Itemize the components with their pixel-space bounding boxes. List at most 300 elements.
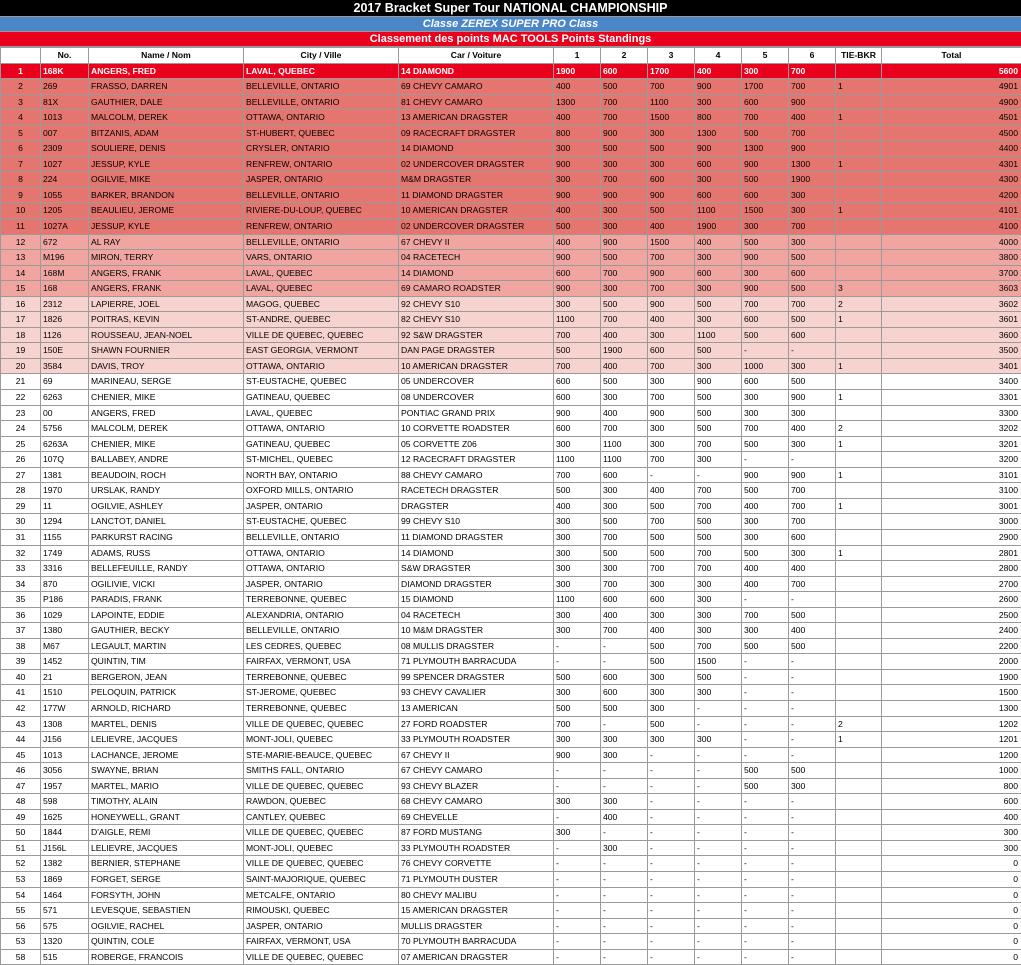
number-cell: 81X — [41, 94, 89, 110]
race6-cell: 900 — [789, 390, 836, 406]
race3-cell: 900 — [648, 265, 695, 281]
race1-cell: 500 — [554, 343, 601, 359]
name-cell: LACHANCE, JEROME — [89, 747, 244, 763]
race4-cell: 300 — [695, 607, 742, 623]
race5-cell: 500 — [742, 172, 789, 188]
car-cell: 04 RACETECH — [399, 250, 554, 266]
car-cell: 70 PLYMOUTH BARRACUDA — [399, 934, 554, 950]
city-cell: GATINEAU, QUEBEC — [244, 390, 399, 406]
race4-cell: 500 — [695, 405, 742, 421]
race4-cell: 300 — [695, 172, 742, 188]
race6-cell: - — [789, 809, 836, 825]
tiebreaker-cell — [836, 343, 882, 359]
race6-cell: 300 — [789, 203, 836, 219]
race1-cell: 900 — [554, 747, 601, 763]
table-row — [1, 498, 1021, 514]
total-cell: 800 — [882, 778, 1021, 794]
rank-cell: 56 — [1, 918, 41, 934]
number-cell: 224 — [41, 172, 89, 188]
total-cell: 2000 — [882, 654, 1021, 670]
table-row — [1, 685, 1021, 701]
name-cell: MARINEAU, SERGE — [89, 374, 244, 390]
name-cell: MARTEL, MARIO — [89, 778, 244, 794]
table-row — [1, 529, 1021, 545]
city-cell: GATINEAU, QUEBEC — [244, 436, 399, 452]
race6-cell: 900 — [789, 94, 836, 110]
race1-cell: 700 — [554, 358, 601, 374]
rank-cell: 32 — [1, 545, 41, 561]
race3-cell: 500 — [648, 529, 695, 545]
race3-cell: 400 — [648, 483, 695, 499]
race6-cell: - — [789, 716, 836, 732]
table-row — [1, 576, 1021, 592]
number-cell: 5756 — [41, 421, 89, 437]
race1-cell: 300 — [554, 794, 601, 810]
car-cell: 69 CHEVELLE — [399, 809, 554, 825]
name-cell: MALCOLM, DEREK — [89, 421, 244, 437]
race4-cell: 300 — [695, 94, 742, 110]
rank-cell: 58 — [1, 949, 41, 965]
race4-cell: 1100 — [695, 203, 742, 219]
car-cell: 68 CHEVY CAMARO — [399, 794, 554, 810]
number-cell: 3056 — [41, 763, 89, 779]
race6-cell: 300 — [789, 358, 836, 374]
rank-cell: 6 — [1, 141, 41, 157]
city-cell: JASPER, ONTARIO — [244, 498, 399, 514]
col-rank-header — [1, 48, 41, 64]
rank-cell: 45 — [1, 747, 41, 763]
number-cell: 1749 — [41, 545, 89, 561]
race5-cell: 1700 — [742, 79, 789, 95]
tiebreaker-cell: 1 — [836, 498, 882, 514]
race1-cell: 500 — [554, 700, 601, 716]
tiebreaker-cell — [836, 576, 882, 592]
city-cell: OTTAWA, ONTARIO — [244, 110, 399, 126]
race1-cell: 300 — [554, 545, 601, 561]
race3-cell: 500 — [648, 654, 695, 670]
table-row — [1, 514, 1021, 530]
race3-cell: 1500 — [648, 234, 695, 250]
rank-cell: 13 — [1, 250, 41, 266]
name-cell: BARKER, BRANDON — [89, 187, 244, 203]
rank-cell: 53 — [1, 871, 41, 887]
race5-cell: 300 — [742, 63, 789, 79]
number-cell: 870 — [41, 576, 89, 592]
race4-cell: 300 — [695, 452, 742, 468]
race3-cell: - — [648, 747, 695, 763]
race3-cell: - — [648, 903, 695, 919]
rank-cell: 44 — [1, 732, 41, 748]
tiebreaker-cell: 1 — [836, 312, 882, 328]
race1-cell: 400 — [554, 110, 601, 126]
tiebreaker-cell — [836, 809, 882, 825]
race5-cell: 600 — [742, 187, 789, 203]
race6-cell: 700 — [789, 296, 836, 312]
table-row — [1, 483, 1021, 499]
race3-cell: 500 — [648, 545, 695, 561]
car-cell: DRAGSTER — [399, 498, 554, 514]
name-cell: AL RAY — [89, 234, 244, 250]
race1-cell: 900 — [554, 156, 601, 172]
race2-cell: 600 — [601, 685, 648, 701]
name-cell: BEAULIEU, JEROME — [89, 203, 244, 219]
table-row — [1, 125, 1021, 141]
rank-cell: 9 — [1, 187, 41, 203]
col-name-header: Name / Nom — [89, 48, 244, 64]
city-cell: BELLEVILLE, ONTARIO — [244, 623, 399, 639]
race4-cell: 1300 — [695, 125, 742, 141]
race1-cell: 400 — [554, 79, 601, 95]
city-cell: VILLE DE QUEBEC, QUEBEC — [244, 949, 399, 965]
race5-cell: - — [742, 747, 789, 763]
total-cell: 3603 — [882, 281, 1021, 297]
name-cell: BERGERON, JEAN — [89, 669, 244, 685]
race2-cell: - — [601, 871, 648, 887]
race5-cell: - — [742, 840, 789, 856]
number-cell: 1510 — [41, 685, 89, 701]
race1-cell: 1100 — [554, 592, 601, 608]
total-cell: 4200 — [882, 187, 1021, 203]
city-cell: ST-HUBERT, QUEBEC — [244, 125, 399, 141]
total-cell: 0 — [882, 856, 1021, 872]
rank-cell: 3 — [1, 94, 41, 110]
race4-cell: 500 — [695, 390, 742, 406]
tiebreaker-cell — [836, 592, 882, 608]
total-cell: 4901 — [882, 79, 1021, 95]
city-cell: VILLE DE QUEBEC, QUEBEC — [244, 825, 399, 841]
total-cell: 2900 — [882, 529, 1021, 545]
name-cell: PARKURST RACING — [89, 529, 244, 545]
total-cell: 3000 — [882, 514, 1021, 530]
total-cell: 300 — [882, 840, 1021, 856]
rank-cell: 23 — [1, 405, 41, 421]
race2-cell: 700 — [601, 623, 648, 639]
race2-cell: - — [601, 763, 648, 779]
race5-cell: 400 — [742, 576, 789, 592]
rank-cell: 19 — [1, 343, 41, 359]
race3-cell: 500 — [648, 203, 695, 219]
race5-cell: - — [742, 343, 789, 359]
total-cell: 3602 — [882, 296, 1021, 312]
race5-cell: 600 — [742, 374, 789, 390]
rank-cell: 31 — [1, 529, 41, 545]
race1-cell: - — [554, 871, 601, 887]
col-race1-header: 1 — [554, 48, 601, 64]
table-row — [1, 778, 1021, 794]
city-cell: VILLE DE QUEBEC, QUEBEC — [244, 856, 399, 872]
name-cell: MIRON, TERRY — [89, 250, 244, 266]
city-cell: NORTH BAY, ONTARIO — [244, 467, 399, 483]
total-cell: 3300 — [882, 405, 1021, 421]
city-cell: TERREBONNE, QUEBEC — [244, 669, 399, 685]
race5-cell: 300 — [742, 265, 789, 281]
name-cell: ARNOLD, RICHARD — [89, 700, 244, 716]
city-cell: SMITHS FALL, ONTARIO — [244, 763, 399, 779]
race6-cell: - — [789, 685, 836, 701]
name-cell: SWAYNE, BRIAN — [89, 763, 244, 779]
race3-cell: 600 — [648, 172, 695, 188]
tiebreaker-cell — [836, 94, 882, 110]
total-cell: 3500 — [882, 343, 1021, 359]
race5-cell: - — [742, 809, 789, 825]
race2-cell: 500 — [601, 514, 648, 530]
race1-cell: 300 — [554, 296, 601, 312]
city-cell: EAST GEORGIA, VERMONT — [244, 343, 399, 359]
tiebreaker-cell — [836, 250, 882, 266]
race4-cell: 400 — [695, 63, 742, 79]
car-cell: 15 AMERICAN DRAGSTER — [399, 903, 554, 919]
race5-cell: 300 — [742, 219, 789, 235]
race1-cell: 500 — [554, 669, 601, 685]
car-cell: 15 DIAMOND — [399, 592, 554, 608]
tiebreaker-cell — [836, 918, 882, 934]
race1-cell: - — [554, 778, 601, 794]
race2-cell: 700 — [601, 265, 648, 281]
race6-cell: 300 — [789, 436, 836, 452]
race6-cell: - — [789, 840, 836, 856]
race3-cell: 400 — [648, 312, 695, 328]
rank-cell: 1 — [1, 63, 41, 79]
total-cell: 2500 — [882, 607, 1021, 623]
city-cell: OTTAWA, ONTARIO — [244, 358, 399, 374]
total-cell: 4501 — [882, 110, 1021, 126]
race4-cell: 900 — [695, 141, 742, 157]
race5-cell: 300 — [742, 529, 789, 545]
tiebreaker-cell: 1 — [836, 358, 882, 374]
col-car-header: Car / Voiture — [399, 48, 554, 64]
race4-cell: - — [695, 903, 742, 919]
car-cell: 13 AMERICAN DRAGSTER — [399, 110, 554, 126]
name-cell: OGILIVIE, VICKI — [89, 576, 244, 592]
city-cell: OTTAWA, ONTARIO — [244, 421, 399, 437]
race6-cell: - — [789, 669, 836, 685]
race2-cell: 300 — [601, 498, 648, 514]
city-cell: JASPER, ONTARIO — [244, 918, 399, 934]
race1-cell: 600 — [554, 390, 601, 406]
rank-cell: 20 — [1, 358, 41, 374]
race3-cell: 500 — [648, 141, 695, 157]
city-cell: LAVAL, QUEBEC — [244, 265, 399, 281]
race2-cell: 300 — [601, 732, 648, 748]
number-cell: 269 — [41, 79, 89, 95]
race2-cell: 300 — [601, 281, 648, 297]
race3-cell: - — [648, 763, 695, 779]
race6-cell: 600 — [789, 265, 836, 281]
rank-cell: 5 — [1, 125, 41, 141]
tiebreaker-cell — [836, 234, 882, 250]
race3-cell: - — [648, 918, 695, 934]
race6-cell: 500 — [789, 281, 836, 297]
total-cell: 0 — [882, 934, 1021, 950]
race5-cell: 1300 — [742, 141, 789, 157]
city-cell: ST-EUSTACHE, QUEBEC — [244, 514, 399, 530]
race6-cell: 1300 — [789, 156, 836, 172]
race2-cell: 1100 — [601, 452, 648, 468]
city-cell: VARS, ONTARIO — [244, 250, 399, 266]
tiebreaker-cell: 1 — [836, 79, 882, 95]
name-cell: ADAMS, RUSS — [89, 545, 244, 561]
race6-cell: 300 — [789, 234, 836, 250]
tiebreaker-cell: 2 — [836, 716, 882, 732]
city-cell: BELLEVILLE, ONTARIO — [244, 187, 399, 203]
number-cell: 1826 — [41, 312, 89, 328]
race1-cell: 600 — [554, 374, 601, 390]
race5-cell: 300 — [742, 623, 789, 639]
table-row — [1, 669, 1021, 685]
race5-cell: 500 — [742, 483, 789, 499]
city-cell: CRYSLER, ONTARIO — [244, 141, 399, 157]
table-row — [1, 763, 1021, 779]
name-cell: SHAWN FOURNIER — [89, 343, 244, 359]
race1-cell: - — [554, 887, 601, 903]
race1-cell: 300 — [554, 141, 601, 157]
total-cell: 400 — [882, 809, 1021, 825]
race1-cell: - — [554, 638, 601, 654]
race6-cell: 300 — [789, 545, 836, 561]
tiebreaker-cell — [836, 219, 882, 235]
race2-cell: 500 — [601, 700, 648, 716]
race5-cell: 700 — [742, 110, 789, 126]
car-cell: 08 UNDERCOVER — [399, 390, 554, 406]
race6-cell: - — [789, 732, 836, 748]
tiebreaker-cell: 1 — [836, 545, 882, 561]
race6-cell: 400 — [789, 421, 836, 437]
race4-cell: 300 — [695, 281, 742, 297]
number-cell: 3584 — [41, 358, 89, 374]
total-cell: 3101 — [882, 467, 1021, 483]
car-cell: 82 CHEVY S10 — [399, 312, 554, 328]
race5-cell: 300 — [742, 514, 789, 530]
table-row — [1, 747, 1021, 763]
name-cell: OGILVIE, MIKE — [89, 172, 244, 188]
race1-cell: - — [554, 856, 601, 872]
race2-cell: - — [601, 778, 648, 794]
race1-cell: 600 — [554, 421, 601, 437]
city-cell: RENFREW, ONTARIO — [244, 156, 399, 172]
race3-cell: - — [648, 778, 695, 794]
race4-cell: - — [695, 700, 742, 716]
race5-cell: - — [742, 592, 789, 608]
race4-cell: - — [695, 949, 742, 965]
race6-cell: - — [789, 700, 836, 716]
car-cell: DAN PAGE DRAGSTER — [399, 343, 554, 359]
race3-cell: 700 — [648, 452, 695, 468]
number-cell: 1381 — [41, 467, 89, 483]
rank-cell: 34 — [1, 576, 41, 592]
name-cell: LEGAULT, MARTIN — [89, 638, 244, 654]
city-cell: JASPER, ONTARIO — [244, 172, 399, 188]
name-cell: QUINTIN, TIM — [89, 654, 244, 670]
number-cell: 1625 — [41, 809, 89, 825]
rank-cell: 7 — [1, 156, 41, 172]
car-cell: 80 CHEVY MALIBU — [399, 887, 554, 903]
tiebreaker-cell: 1 — [836, 203, 882, 219]
table-row — [1, 638, 1021, 654]
race2-cell: 400 — [601, 358, 648, 374]
race6-cell: 300 — [789, 187, 836, 203]
car-cell: 69 CHEVY CAMARO — [399, 79, 554, 95]
race1-cell: - — [554, 949, 601, 965]
table-row — [1, 374, 1021, 390]
car-cell: 93 CHEVY BLAZER — [399, 778, 554, 794]
tiebreaker-cell — [836, 187, 882, 203]
race4-cell: 300 — [695, 732, 742, 748]
race6-cell: 500 — [789, 638, 836, 654]
number-cell: 2312 — [41, 296, 89, 312]
race5-cell: 700 — [742, 421, 789, 437]
race2-cell: 600 — [601, 669, 648, 685]
total-cell: 4300 — [882, 172, 1021, 188]
race1-cell: 300 — [554, 172, 601, 188]
race2-cell: 400 — [601, 809, 648, 825]
number-cell: 672 — [41, 234, 89, 250]
race5-cell: 700 — [742, 607, 789, 623]
race1-cell: 600 — [554, 265, 601, 281]
car-cell: PONTIAC GRAND PRIX — [399, 405, 554, 421]
race5-cell: 300 — [742, 390, 789, 406]
race4-cell: 600 — [695, 187, 742, 203]
rank-cell: 8 — [1, 172, 41, 188]
race4-cell: 500 — [695, 669, 742, 685]
race5-cell: 600 — [742, 94, 789, 110]
table-row — [1, 840, 1021, 856]
race3-cell: - — [648, 467, 695, 483]
race5-cell: - — [742, 732, 789, 748]
name-cell: DAVIS, TROY — [89, 358, 244, 374]
standings-title: Classement des points MAC TOOLS Points Standings — [0, 32, 1021, 47]
race6-cell: 900 — [789, 467, 836, 483]
race2-cell: 500 — [601, 250, 648, 266]
name-cell: BEAUDOIN, ROCH — [89, 467, 244, 483]
name-cell: BELLEFEUILLE, RANDY — [89, 561, 244, 577]
race5-cell: 500 — [742, 234, 789, 250]
total-cell: 0 — [882, 903, 1021, 919]
total-cell: 4000 — [882, 234, 1021, 250]
total-cell: 2200 — [882, 638, 1021, 654]
city-cell: OXFORD MILLS, ONTARIO — [244, 483, 399, 499]
race6-cell: - — [789, 747, 836, 763]
race1-cell: - — [554, 840, 601, 856]
race6-cell: 600 — [789, 327, 836, 343]
rank-cell: 51 — [1, 840, 41, 856]
number-cell: 1452 — [41, 654, 89, 670]
race3-cell: 900 — [648, 187, 695, 203]
tiebreaker-cell: 1 — [836, 110, 882, 126]
race5-cell: - — [742, 934, 789, 950]
race1-cell: 400 — [554, 234, 601, 250]
race3-cell: 1500 — [648, 110, 695, 126]
city-cell: MONT-JOLI, QUEBEC — [244, 732, 399, 748]
total-cell: 2800 — [882, 561, 1021, 577]
race2-cell: 300 — [601, 747, 648, 763]
total-cell: 1300 — [882, 700, 1021, 716]
race3-cell: 700 — [648, 250, 695, 266]
car-cell: 33 PLYMOUTH ROADSTER — [399, 840, 554, 856]
race1-cell: 900 — [554, 405, 601, 421]
name-cell: LAPOINTE, EDDIE — [89, 607, 244, 623]
race3-cell: 300 — [648, 685, 695, 701]
race3-cell: 700 — [648, 390, 695, 406]
car-cell: 71 PLYMOUTH DUSTER — [399, 871, 554, 887]
rank-cell: 41 — [1, 685, 41, 701]
car-cell: 76 CHEVY CORVETTE — [399, 856, 554, 872]
race3-cell: 700 — [648, 514, 695, 530]
car-cell: 33 PLYMOUTH ROADSTER — [399, 732, 554, 748]
race4-cell: 800 — [695, 110, 742, 126]
race6-cell: - — [789, 343, 836, 359]
city-cell: FAIRFAX, VERMONT, USA — [244, 654, 399, 670]
tiebreaker-cell — [836, 265, 882, 281]
